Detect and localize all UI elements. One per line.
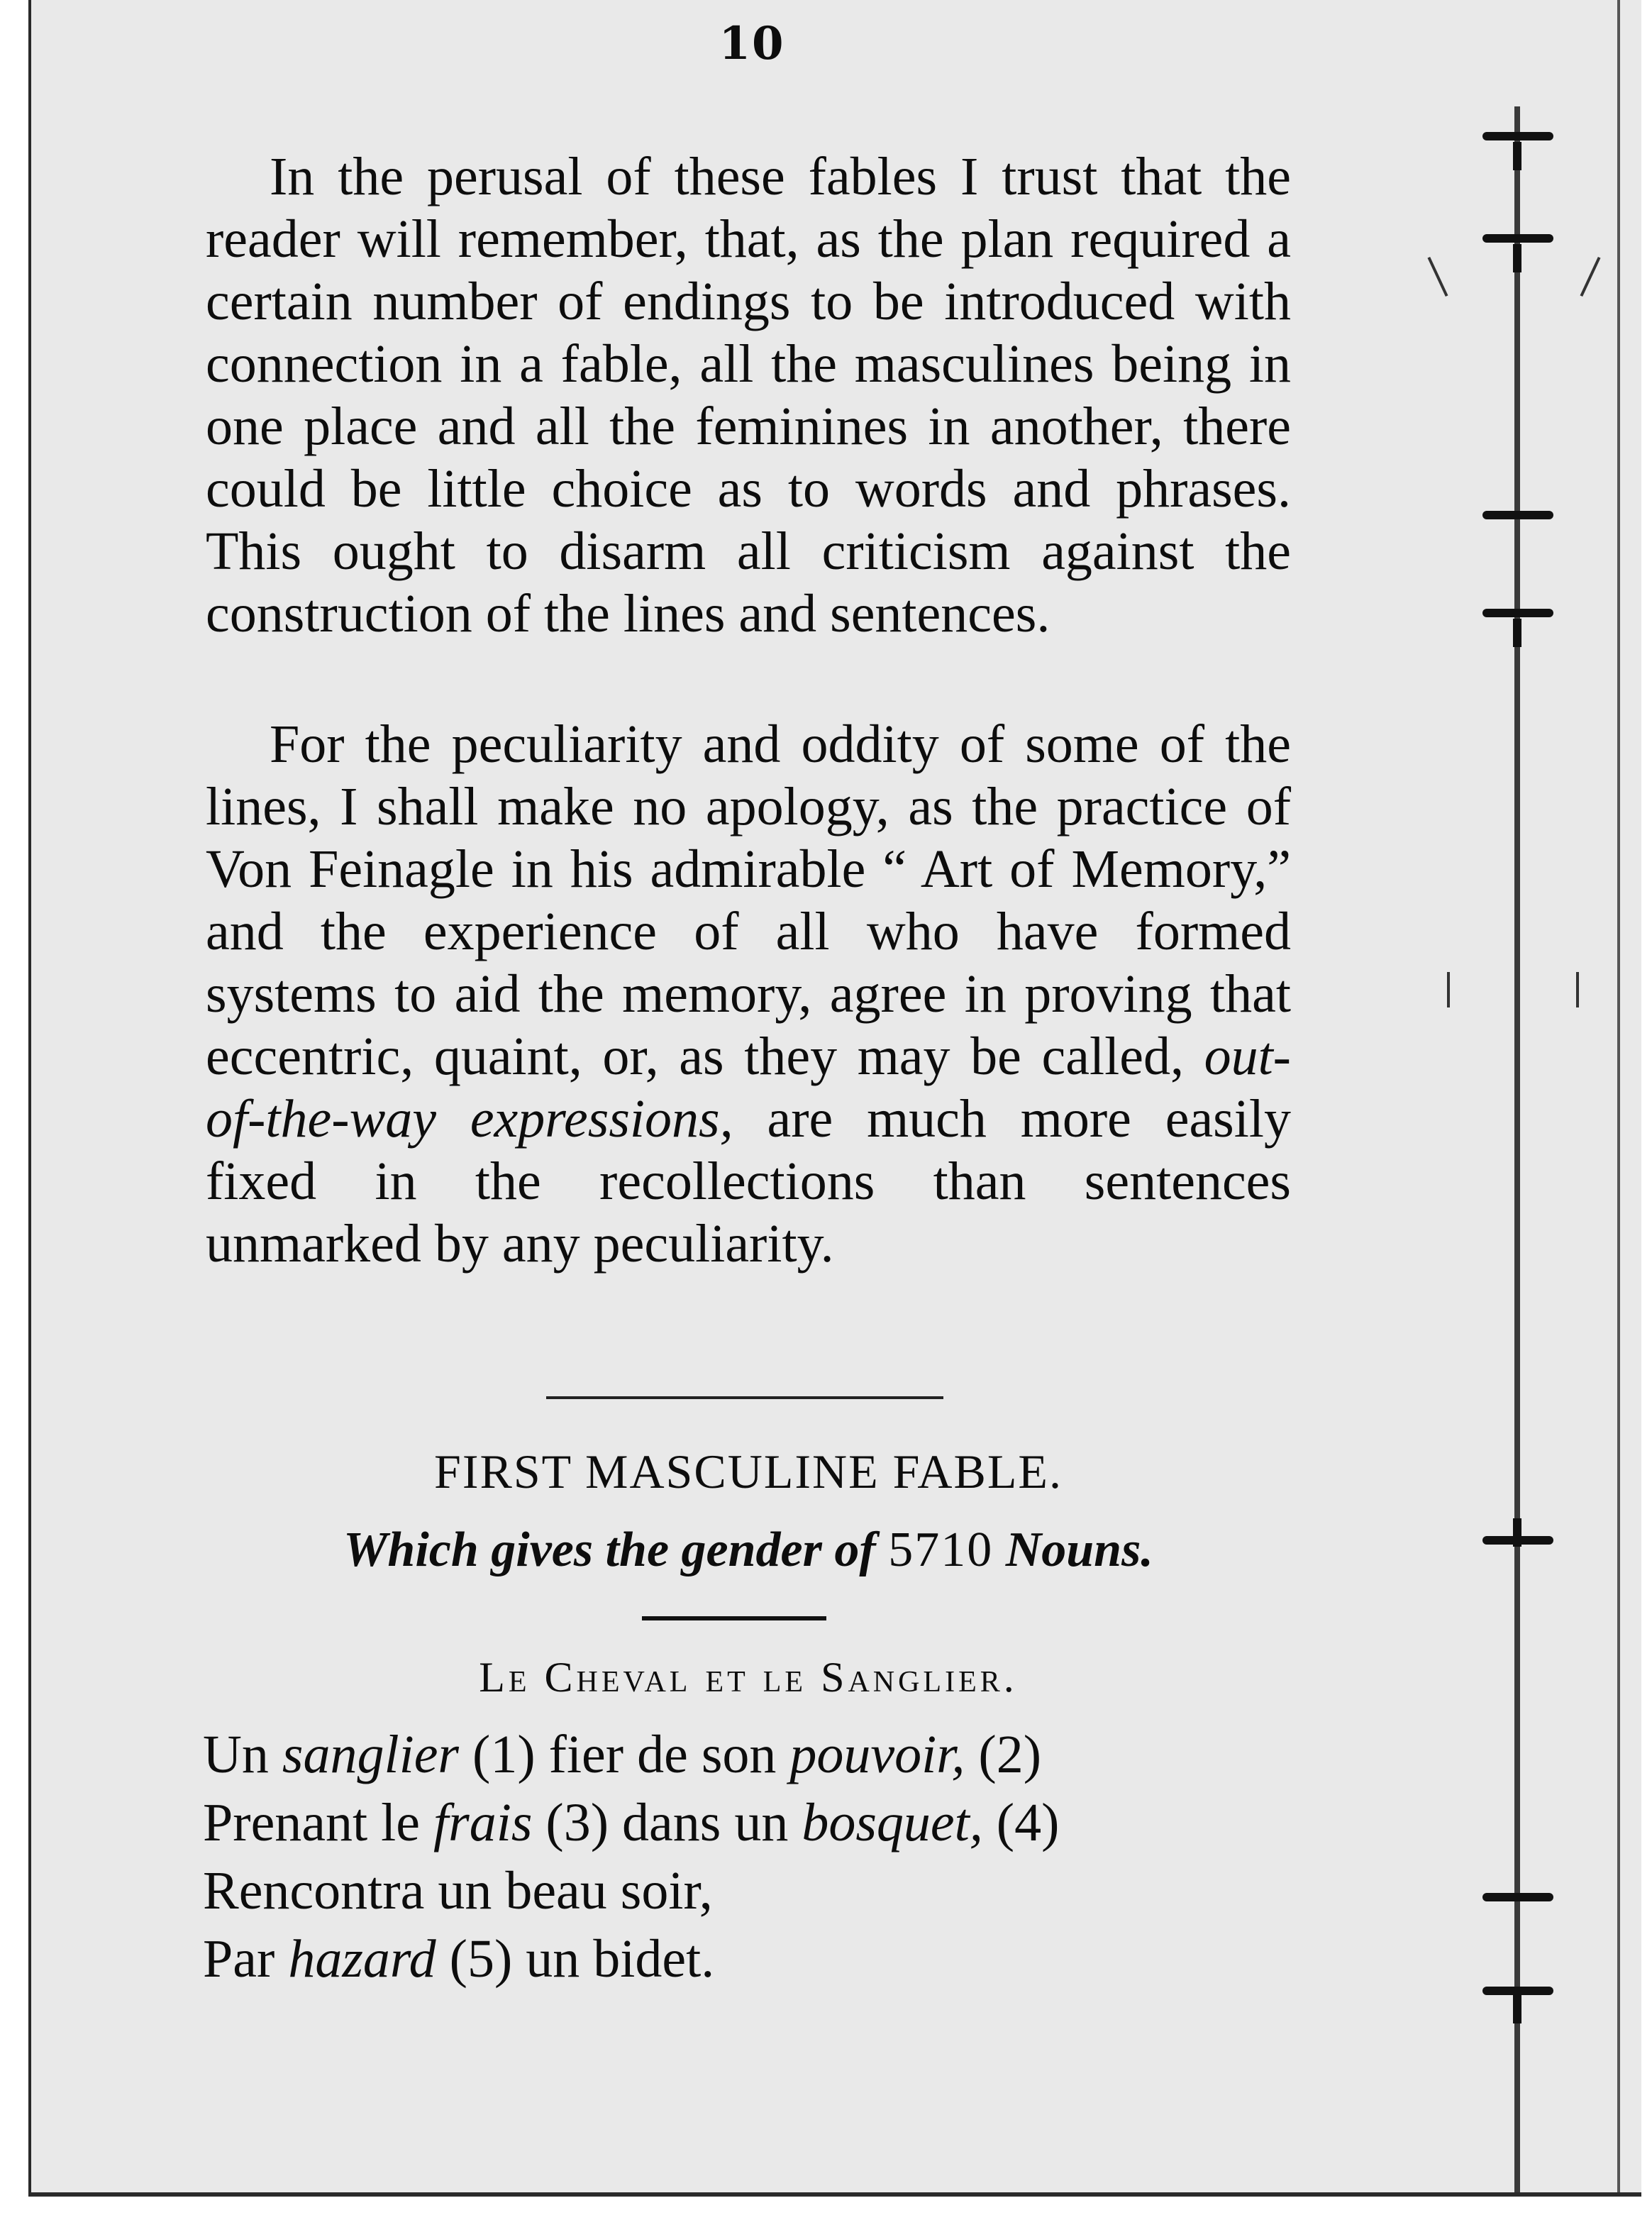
paragraph-second — [206, 713, 1291, 1275]
verse-text: Rencontra un beau soir, — [203, 1861, 713, 1921]
verse-text: Par — [203, 1929, 289, 1989]
binding-stitch — [1482, 132, 1553, 140]
section-divider — [546, 1396, 943, 1399]
binding-stitch — [1513, 1995, 1521, 2023]
verse-text: (2) — [965, 1725, 1042, 1784]
paragraph-2-text — [206, 713, 1291, 1275]
fable-heading: Le Cheval et le Sanglier. — [479, 1654, 1018, 1701]
binding-stitch — [1482, 1987, 1553, 1995]
paragraph-2-end: are much more easily fixed in the recollections than sentences unmarked by any peculiarity. — [206, 1089, 1291, 1274]
binding-stitch — [1513, 619, 1521, 647]
verse-line — [203, 1721, 1338, 1789]
binding-stitch — [1482, 609, 1553, 617]
paragraph-intro — [206, 145, 1291, 645]
paragraph-2-italic: out-of-the-way expressions, — [206, 1027, 1291, 1149]
fable-title: FIRST MASCULINE FABLE. — [434, 1445, 1063, 1498]
fable-subtitle — [206, 1522, 1291, 1579]
fable-verse — [203, 1721, 1338, 1993]
fable-subtitle-count: 5710 — [888, 1523, 994, 1577]
binding-stitch — [1482, 234, 1553, 243]
binding-stitch — [1513, 244, 1521, 272]
verse-italic: frais — [433, 1793, 533, 1852]
paragraph-2-start: For the peculiarity and oddity of some of the lines, I shall make no apology, as the practice of Von Feinagle in his admirable “ Art of Memory,” and the experience of all who have formed systems to aid the memory, agree in proving that eccentric, quaint, or, as they may be called, — [206, 714, 1291, 1086]
binding-stitch — [1482, 1893, 1553, 1901]
verse-italic: sanglier — [282, 1725, 460, 1784]
short-divider — [642, 1616, 826, 1620]
verse-italic: pouvoir, — [789, 1725, 965, 1784]
fable-subtitle-lead: Which gives the gender of — [343, 1523, 876, 1577]
margin-mark — [1576, 972, 1579, 1007]
binding-stitch — [1513, 142, 1521, 170]
fable-subtitle-tail: Nouns. — [1005, 1523, 1153, 1577]
page-number: 10 — [719, 17, 785, 70]
verse-text: Un — [203, 1725, 282, 1784]
margin-mark — [1447, 972, 1450, 1007]
binding-stitch — [1513, 1518, 1521, 1547]
verse-line — [203, 1925, 1338, 1993]
paragraph-1-text: In the perusal of these fables I trust that the reader will remember, that, as the plan required a certain number of endings to be introduced with connection in a fable, all the masculines being in one place and all the feminines in another, there could be little choice as to words and phrases. This ought to disarm all criticism against the construction of the lines and sentences. — [206, 147, 1291, 644]
verse-text: (3) dans un — [532, 1793, 802, 1852]
verse-text: Prenant le — [203, 1793, 434, 1852]
binding-stitch — [1482, 511, 1553, 519]
verse-line — [203, 1857, 1338, 1925]
binding-spine — [1514, 106, 1520, 2192]
verse-italic: bosquet, — [802, 1793, 983, 1852]
verse-text: (4) — [982, 1793, 1060, 1852]
verse-text: (1) fier de son — [459, 1725, 790, 1784]
verse-line — [203, 1789, 1338, 1857]
verse-italic: hazard — [288, 1929, 436, 1989]
verse-text: (5) un bidet. — [436, 1929, 715, 1989]
page-edge — [1617, 0, 1620, 2192]
